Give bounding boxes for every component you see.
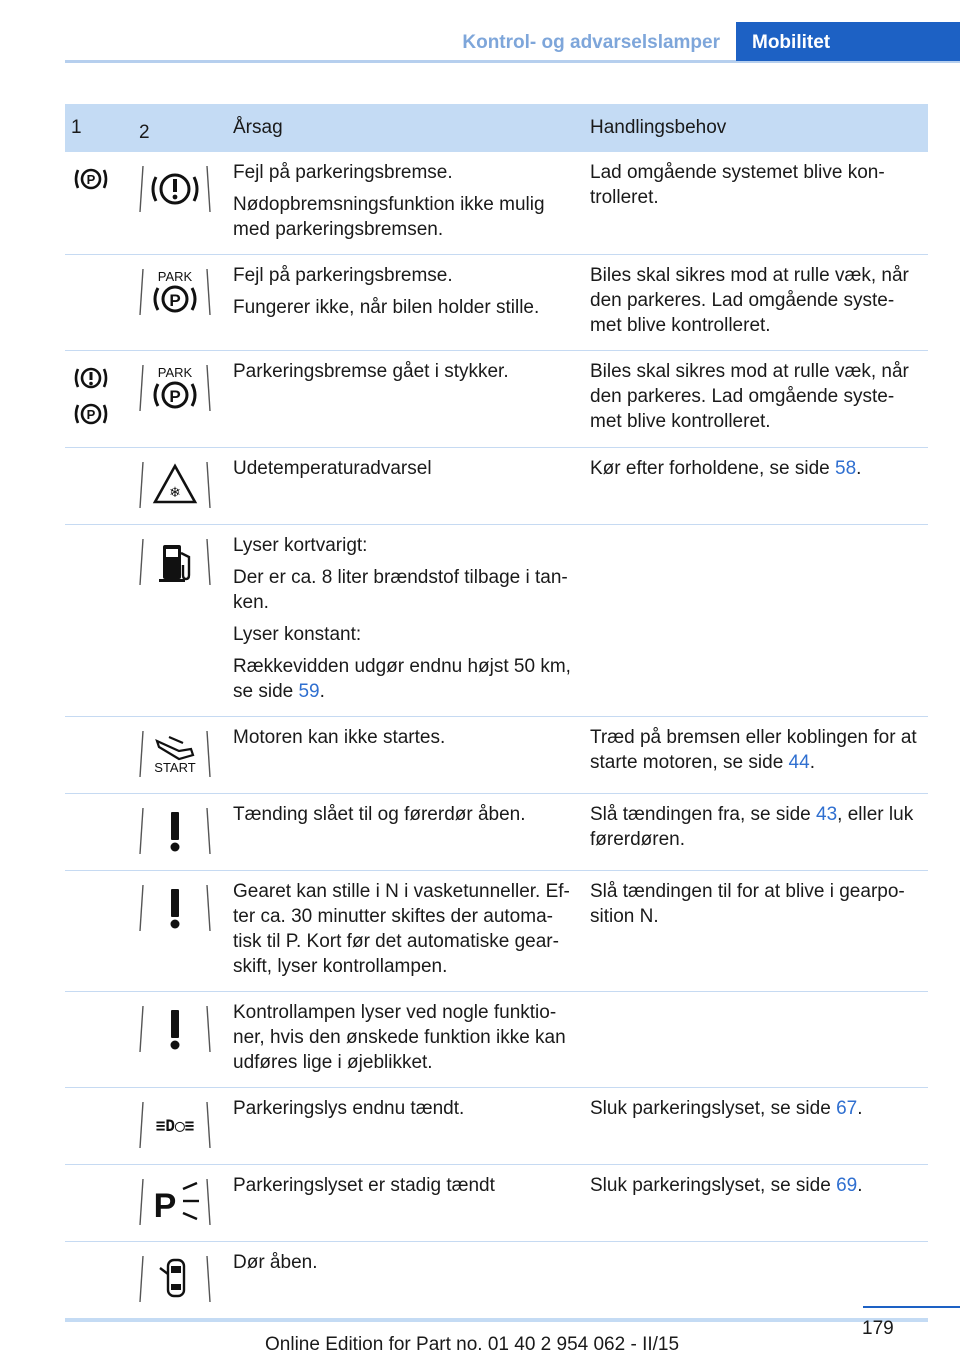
page-link[interactable]: 67 xyxy=(836,1098,858,1119)
action-text: Kør efter forholdene, se side xyxy=(590,458,836,479)
symbol-cell xyxy=(133,992,225,1088)
symbol-cell xyxy=(133,1242,225,1321)
cause-cell xyxy=(225,992,582,1088)
indicator-cell xyxy=(65,717,133,794)
symbol-cell xyxy=(133,1165,225,1242)
action-text-end: , eller luk førerdøren. xyxy=(590,804,914,850)
footer-rule xyxy=(863,1306,960,1308)
cause-text: Parkeringslys endnu tændt. xyxy=(233,1098,465,1119)
indicator-cell xyxy=(65,871,133,992)
page-link[interactable]: 59 xyxy=(298,681,320,702)
column-header: Handlingsbehov xyxy=(582,104,928,152)
cause-text: Motoren kan ikke startes. xyxy=(233,727,446,748)
action-cell xyxy=(582,255,928,351)
cause-text: Tænding slået til og førerdør åben. xyxy=(233,804,526,825)
page-number: 179 xyxy=(862,1318,894,1339)
column-header: 1 xyxy=(65,104,133,152)
indicator-cell xyxy=(65,1165,133,1242)
door-open-icon xyxy=(139,1252,211,1306)
action-cell xyxy=(582,1242,928,1321)
action-text: Slå tændingen til for at blive i gearpo-sition N. xyxy=(590,881,905,927)
action-cell xyxy=(582,152,928,255)
action-cell xyxy=(582,448,928,525)
indicator-cell xyxy=(65,255,133,351)
header-chapter-tab: Mobilitet xyxy=(736,22,960,61)
cause-text: Parkeringslyset er stadig tændt xyxy=(233,1175,495,1196)
cause-cell xyxy=(225,717,582,794)
table-row xyxy=(65,448,928,525)
parking-light-icon xyxy=(139,1098,211,1152)
cause-text-end: . xyxy=(319,681,325,702)
cause-cell xyxy=(225,152,582,255)
svg-text:P: P xyxy=(86,407,96,422)
cause-cell xyxy=(225,1242,582,1321)
cause-text: Kontrollampen lyser ved nogle funktio-ner, hvis den ønskede funktion ikke kan udføres lige i øjeblikket. xyxy=(233,1002,566,1073)
table-row xyxy=(65,1088,928,1165)
svg-text:START: START xyxy=(154,760,196,775)
svg-text:P: P xyxy=(86,172,96,187)
table-row xyxy=(65,255,928,351)
symbol-cell xyxy=(133,794,225,871)
indicator-cell xyxy=(65,152,133,255)
svg-text:❄: ❄ xyxy=(169,485,181,501)
action-text: Lad omgående systemet blive kon-trolleret. xyxy=(590,162,885,208)
exclamation-icon xyxy=(139,804,211,858)
indicator-cell xyxy=(65,794,133,871)
indicator-cell xyxy=(65,1242,133,1321)
indicator-cell xyxy=(65,1088,133,1165)
cause-text: Dør åben. xyxy=(233,1252,318,1273)
indicator-cell xyxy=(65,525,133,717)
action-cell xyxy=(582,794,928,871)
svg-text:P: P xyxy=(169,291,181,310)
cause-cell xyxy=(225,525,582,717)
action-text-end: . xyxy=(856,458,862,479)
cause-text-part: Rækkevidden udgør endnu højst 50 km, se side xyxy=(233,656,571,702)
page-link[interactable]: 43 xyxy=(816,804,838,825)
svg-text:P: P xyxy=(169,387,181,406)
cause-text: Fejl på parkeringsbremse. xyxy=(233,265,453,286)
park-brake-icon xyxy=(139,361,211,415)
warning-lamps-table xyxy=(65,104,928,1322)
edition-footer: Online Edition for Part no. 01 40 2 954 062 - II/15 xyxy=(265,1334,680,1355)
page-link[interactable]: 44 xyxy=(788,752,810,773)
indicator-cell xyxy=(65,448,133,525)
action-text: Sluk parkeringslyset, se side xyxy=(590,1175,837,1196)
exclamation-icon xyxy=(139,1002,211,1056)
action-text-end: . xyxy=(857,1175,863,1196)
exclamation-icon xyxy=(139,881,211,935)
action-text: Slå tændingen fra, se side xyxy=(590,804,817,825)
symbol-cell xyxy=(133,255,225,351)
action-text: Sluk parkeringslyset, se side xyxy=(590,1098,837,1119)
cause-text: Nødopbremsningsfunktion ikke mulig med parkeringsbremsen. xyxy=(233,194,545,240)
action-cell xyxy=(582,1165,928,1242)
table-row xyxy=(65,794,928,871)
svg-text:≡D◯≡: ≡D◯≡ xyxy=(155,1116,195,1135)
symbol-cell xyxy=(133,351,225,448)
svg-text:P: P xyxy=(153,1187,177,1225)
symbol-cell xyxy=(133,525,225,717)
column-header: 2 xyxy=(133,104,225,152)
indicator-cell xyxy=(65,351,133,448)
fuel-pump-icon xyxy=(139,535,211,589)
svg-text:PARK: PARK xyxy=(157,365,193,380)
header-section-title: Kontrol- og advarselslamper xyxy=(462,32,720,53)
cause-text: Lyser konstant: xyxy=(233,624,362,645)
parking-brake-p-icon xyxy=(71,164,111,194)
symbol-cell xyxy=(133,1088,225,1165)
column-header: Årsag xyxy=(225,104,582,152)
symbol-cell xyxy=(133,152,225,255)
cause-text xyxy=(233,654,576,704)
action-cell xyxy=(582,871,928,992)
cause-text: Gearet kan stille i N i vasketunneller. Ef-ter ca. 30 minutter skiftes der automa-tisk til P. Kort før det automatiske gear-skift, lyser kontrollampen. xyxy=(233,881,570,977)
indicator-cell xyxy=(65,992,133,1088)
cause-cell xyxy=(225,871,582,992)
action-cell xyxy=(582,525,928,717)
parking-brake-p-icon xyxy=(71,399,111,429)
cause-text: Parkeringsbremse gået i stykker. xyxy=(233,361,509,382)
table-row xyxy=(65,717,928,794)
cause-text: Udetemperaturadvarsel xyxy=(233,458,432,479)
table-row xyxy=(65,525,928,717)
table-row xyxy=(65,871,928,992)
frost-warning-icon xyxy=(139,458,211,512)
action-cell xyxy=(582,992,928,1088)
cause-text: Lyser kortvarigt: xyxy=(233,535,368,556)
table-row xyxy=(65,152,928,255)
page-link[interactable]: 69 xyxy=(836,1175,858,1196)
warning-exclamation-circle-icon xyxy=(139,162,211,216)
cause-cell xyxy=(225,351,582,448)
action-cell xyxy=(582,1088,928,1165)
cause-text: Der er ca. 8 liter brændstof tilbage i tan-ken. xyxy=(233,567,568,613)
symbol-cell xyxy=(133,717,225,794)
action-text: Biles skal sikres mod at rulle væk, når den parkeres. Lad omgående syste-met blive kontrolleret. xyxy=(590,265,909,336)
cause-cell xyxy=(225,794,582,871)
symbol-cell xyxy=(133,871,225,992)
cause-cell xyxy=(225,1088,582,1165)
brake-warning-icon xyxy=(71,363,111,393)
action-text: Træd på bremsen eller koblingen for at starte motoren, se side xyxy=(590,727,917,773)
table-header-row xyxy=(65,104,928,152)
foot-start-icon xyxy=(139,727,211,781)
cause-cell xyxy=(225,1165,582,1242)
svg-text:PARK: PARK xyxy=(157,269,193,284)
action-text-end: . xyxy=(809,752,815,773)
park-brake-icon xyxy=(139,265,211,319)
cause-cell xyxy=(225,255,582,351)
page-link[interactable]: 58 xyxy=(835,458,857,479)
action-text: Biles skal sikres mod at rulle væk, når den parkeres. Lad omgående syste-met blive kontrolleret. xyxy=(590,361,909,432)
table-row xyxy=(65,1242,928,1321)
action-cell xyxy=(582,351,928,448)
cause-cell xyxy=(225,448,582,525)
cause-text: Fejl på parkeringsbremse. xyxy=(233,162,453,183)
table-row xyxy=(65,992,928,1088)
action-text-end: . xyxy=(857,1098,863,1119)
symbol-cell xyxy=(133,448,225,525)
table-row xyxy=(65,351,928,448)
parking-light-p-icon xyxy=(139,1175,211,1229)
cause-text: Fungerer ikke, når bilen holder stille. xyxy=(233,297,540,318)
action-cell xyxy=(582,717,928,794)
table-row xyxy=(65,1165,928,1242)
